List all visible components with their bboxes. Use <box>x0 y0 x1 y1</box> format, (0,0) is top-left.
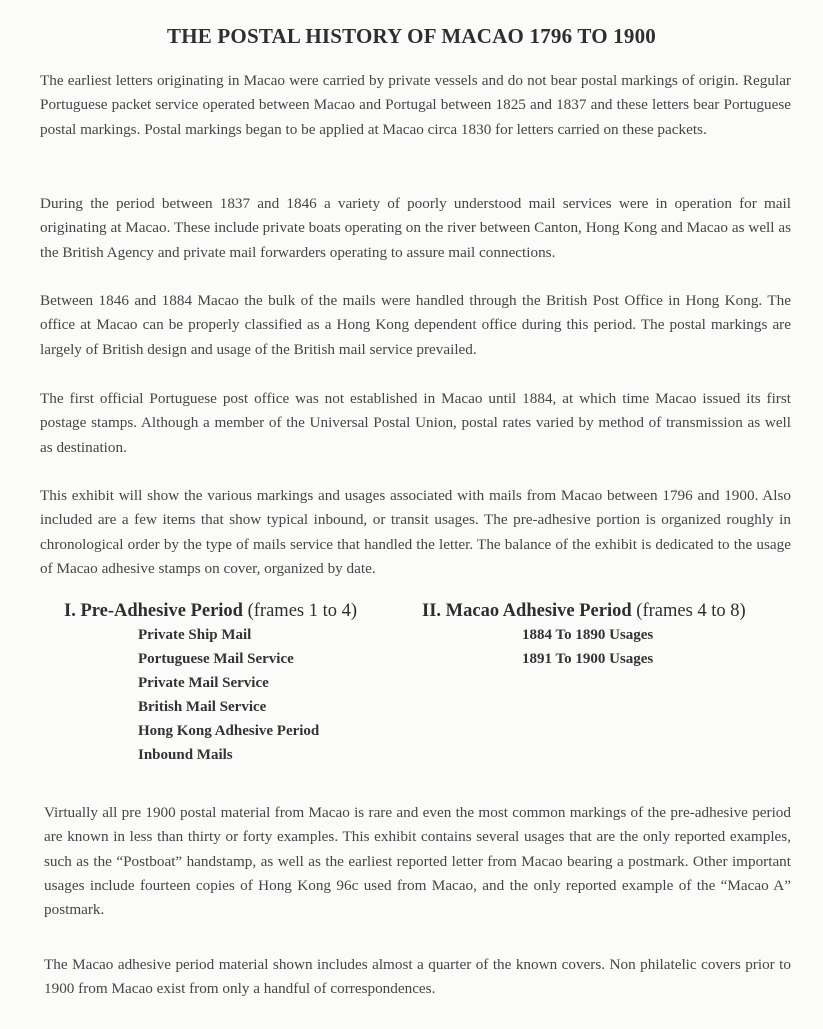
list-item: Hong Kong Adhesive Period <box>138 723 320 740</box>
section-frames: (frames 1 to 4) <box>247 601 358 621</box>
list-item: British Mail Service <box>138 699 267 716</box>
list-item: 1884 To 1890 Usages <box>522 627 654 643</box>
intro-paragraph-1: The earliest letters originating in Macao were carried by private vessels and do not bear postal markings of origin. Regular Portuguese packet service operated between Macao and Portugal between 1825 and 1837 and these letters bear Portuguese postal markings. Postal markings began to be applied at Macao circa 1830 for letters carried on these packets. <box>40 72 791 138</box>
intro-paragraph-2: During the period between 1837 and 1846 a variety of poorly understood mail services were in operation for mail originating at Macao. These include private boats operating on the river between Canton, Hong Kong and Macao as well as the British Agency and private mail forwarders operating to assure mail connections. <box>40 195 791 261</box>
section-heading <box>422 598 802 624</box>
section-heading <box>64 598 404 624</box>
section-item-list <box>64 623 404 768</box>
section-title: I. Pre-Adhesive Period <box>64 601 243 621</box>
section-pre-adhesive <box>64 598 404 768</box>
section-item-list <box>422 623 802 671</box>
intro-paragraph-4: The first official Portuguese post office was not established in Macao until 1884, at which time Macao issued its first postage stamps. Although a member of the Universal Postal Union, postal rates varied by method of transmission as well as destination. <box>40 390 791 456</box>
list-item: Portuguese Mail Service <box>138 651 294 668</box>
closing-paragraph-1: Virtually all pre 1900 postal material from Macao is rare and even the most common markings of the pre-adhesive period are known in less than thirty or forty examples. This exhibit contains several usages that are the only reported examples, such as the “Postboat” handstamp, as well as the earliest reported letter from Macao bearing a postmark. Other important usages include fourteen copies of Hong Kong 96c used from Macao, and the only reported example of the “Macao A” postmark. <box>44 804 791 919</box>
list-item: Inbound Mails <box>138 747 233 764</box>
list-item: Private Ship Mail <box>138 627 252 643</box>
list-item: Private Mail Service <box>138 675 269 692</box>
page-title: THE POSTAL HISTORY OF MACAO 1796 TO 1900 <box>167 24 656 48</box>
closing-paragraph-2: The Macao adhesive period material shown includes almost a quarter of the known covers. Non philatelic covers prior to 1900 from Macao exist from only a handful of correspondences. <box>44 956 791 998</box>
intro-paragraph-3: Between 1846 and 1884 Macao the bulk of the mails were handled through the British Post Office in Hong Kong. The office at Macao can be properly classified as a Hong Kong dependent office during this period. The postal markings are largely of British design and usage of the British mail service prevailed. <box>40 292 791 358</box>
section-macao-adhesive <box>422 598 802 671</box>
section-frames: (frames 4 to 8) <box>636 601 746 621</box>
list-item: 1891 To 1900 Usages <box>522 651 654 668</box>
section-title: II. Macao Adhesive Period <box>422 601 632 621</box>
intro-paragraph-5: This exhibit will show the various markings and usages associated with mails from Macao between 1796 and 1900. Also included are a few items that show typical inbound, or transit usages. The pre-adhesive portion is organized roughly in chronological order by the type of mails service that handled the letter. The balance of the exhibit is dedicated to the usage of Macao adhesive stamps on cover, organized by date. <box>40 487 791 577</box>
